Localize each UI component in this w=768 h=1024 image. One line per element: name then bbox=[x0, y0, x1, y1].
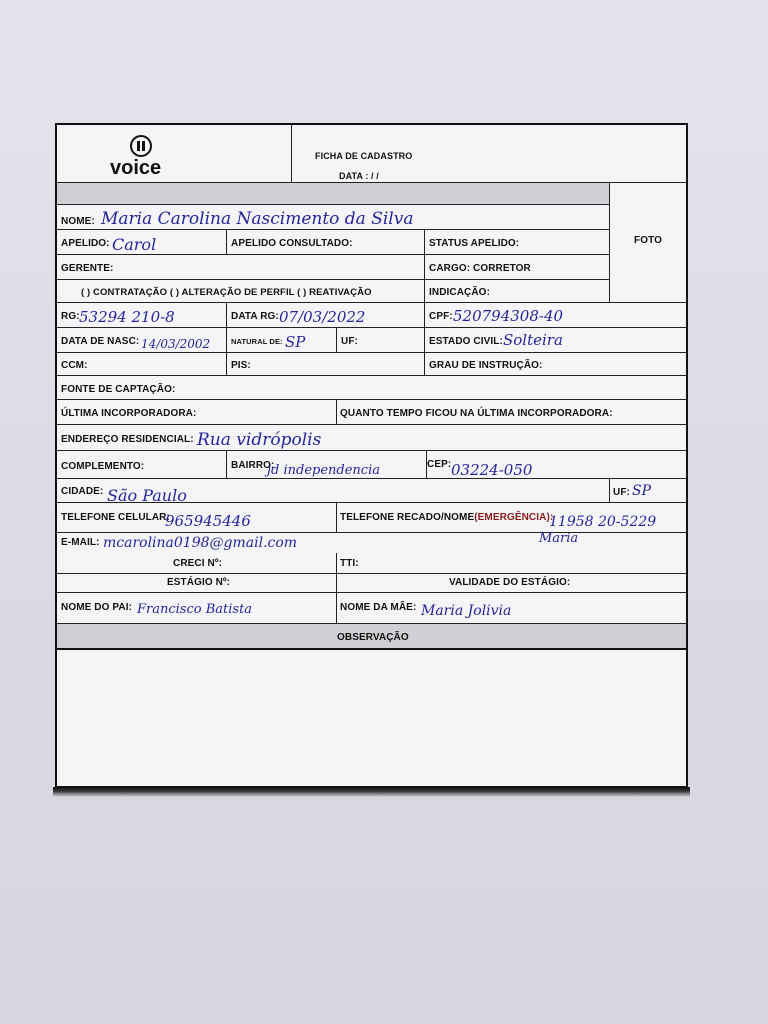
cidade-value: São Paulo bbox=[107, 486, 187, 505]
rg-cell: RG: 53294 210-8 bbox=[57, 303, 227, 328]
uf2-value: SP bbox=[632, 483, 652, 499]
cpf-value: 520794308-40 bbox=[453, 307, 564, 325]
data-rg-value: 07/03/2022 bbox=[279, 308, 366, 326]
cargo-cell: CARGO: CORRETOR bbox=[425, 255, 610, 280]
header-logo-cell bbox=[57, 125, 292, 183]
creci-cell: CRECI Nº: bbox=[57, 553, 337, 574]
email-cell: E-MAIL: mcarolina0198@gmail.com Maria bbox=[61, 531, 579, 551]
quanto-tempo-cell: QUANTO TEMPO FICOU NA ÚLTIMA INCORPORADORA: bbox=[337, 400, 686, 425]
grau-cell: GRAU DE INSTRUÇÃO: bbox=[425, 353, 686, 376]
cpf-cell: CPF: 520794308-40 bbox=[425, 303, 686, 328]
apelido-cell: APELIDO: Carol bbox=[57, 230, 227, 255]
natural-de-cell: NATURAL DE: SP bbox=[227, 328, 337, 353]
pai-cell: NOME DO PAI: Francisco Batista bbox=[57, 593, 337, 624]
status-apelido-cell: STATUS APELIDO: bbox=[425, 230, 610, 255]
apelido-consultado-cell: APELIDO CONSULTADO: bbox=[227, 230, 425, 255]
nome-value: Maria Carolina Nascimento da Silva bbox=[101, 209, 414, 229]
observacao-header: OBSERVAÇÃO bbox=[57, 624, 686, 650]
logo-text: voice bbox=[110, 157, 162, 179]
cidade-cell: CIDADE: São Paulo bbox=[57, 479, 610, 503]
nome-cell: NOME: Maria Carolina Nascimento da Silva bbox=[57, 205, 610, 230]
estado-civil-value: Solteira bbox=[503, 331, 563, 349]
form-date: DATA : / / bbox=[339, 171, 379, 181]
photo-box bbox=[610, 183, 686, 303]
apelido-value: Carol bbox=[112, 235, 157, 254]
options-cell: ( ) CONTRATAÇÃO ( ) ALTERAÇÃO DE PERFIL ( ) REATIVAÇÃO bbox=[57, 280, 425, 303]
estado-civil-cell: ESTADO CIVIL: Solteira bbox=[425, 328, 686, 353]
mae-value: Maria Jolivia bbox=[421, 603, 512, 619]
voice-logo-icon bbox=[130, 135, 152, 157]
telefone-value: 965945446 bbox=[165, 512, 251, 530]
estagio-cell: ESTÁGIO Nº: bbox=[57, 574, 337, 593]
recado-name-value: Maria bbox=[539, 531, 579, 546]
gerente-cell: GERENTE: bbox=[57, 255, 425, 280]
recado-cell: TELEFONE RECADO/NOME(EMERGÊNCIA): 11958 20-5229 bbox=[337, 503, 686, 533]
data-rg-cell: DATA RG: 07/03/2022 bbox=[227, 303, 425, 328]
indicacao-cell: INDICAÇÃO: bbox=[425, 280, 610, 303]
paper-shadow bbox=[53, 787, 690, 797]
cep-value: 03224-050 bbox=[451, 461, 533, 479]
ccm-cell: CCM: bbox=[57, 353, 227, 376]
tti-cell: TTI: bbox=[337, 553, 686, 574]
complemento-cell: COMPLEMENTO: bbox=[57, 451, 227, 479]
bairro-value: jd independencia bbox=[267, 463, 380, 478]
uf1-cell: UF: bbox=[337, 328, 425, 353]
fonte-cell: FONTE DE CAPTAÇÃO: bbox=[57, 376, 686, 400]
mae-cell: NOME DA MÃE: Maria Jolivia bbox=[337, 593, 686, 624]
data-nasc-value: 14/03/2002 bbox=[141, 337, 211, 351]
telefone-cell: TELEFONE CELULAR: 965945446 bbox=[57, 503, 337, 533]
validade-cell: VALIDADE DO ESTÁGIO: bbox=[337, 574, 686, 593]
photo-label: FOTO bbox=[634, 235, 662, 246]
ultima-inc-cell: ÚLTIMA INCORPORADORA: bbox=[57, 400, 337, 425]
pai-value: Francisco Batista bbox=[137, 602, 253, 617]
observacao-area bbox=[57, 652, 686, 786]
header-gray-bar bbox=[57, 183, 610, 205]
registration-form bbox=[55, 123, 688, 788]
email-value: mcarolina0198@gmail.com bbox=[103, 535, 298, 551]
pis-cell: PIS: bbox=[227, 353, 425, 376]
form-title: FICHA DE CADASTRO bbox=[315, 151, 413, 161]
natural-de-value: SP bbox=[285, 333, 306, 351]
data-nasc-cell: DATA DE NASC: 14/03/2002 bbox=[57, 328, 227, 353]
endereco-cell: ENDEREÇO RESIDENCIAL: Rua vidrópolis bbox=[57, 425, 686, 451]
uf2-cell: UF: SP bbox=[610, 479, 686, 503]
cep-cell: CEP: 03224-050 bbox=[427, 451, 686, 479]
header-title-cell bbox=[292, 125, 686, 183]
recado-value: 11958 20-5229 bbox=[549, 514, 657, 530]
rg-value: 53294 210-8 bbox=[79, 308, 175, 326]
endereco-value: Rua vidrópolis bbox=[197, 430, 322, 450]
bairro-cell: BAIRRO: jd independencia bbox=[227, 451, 427, 479]
